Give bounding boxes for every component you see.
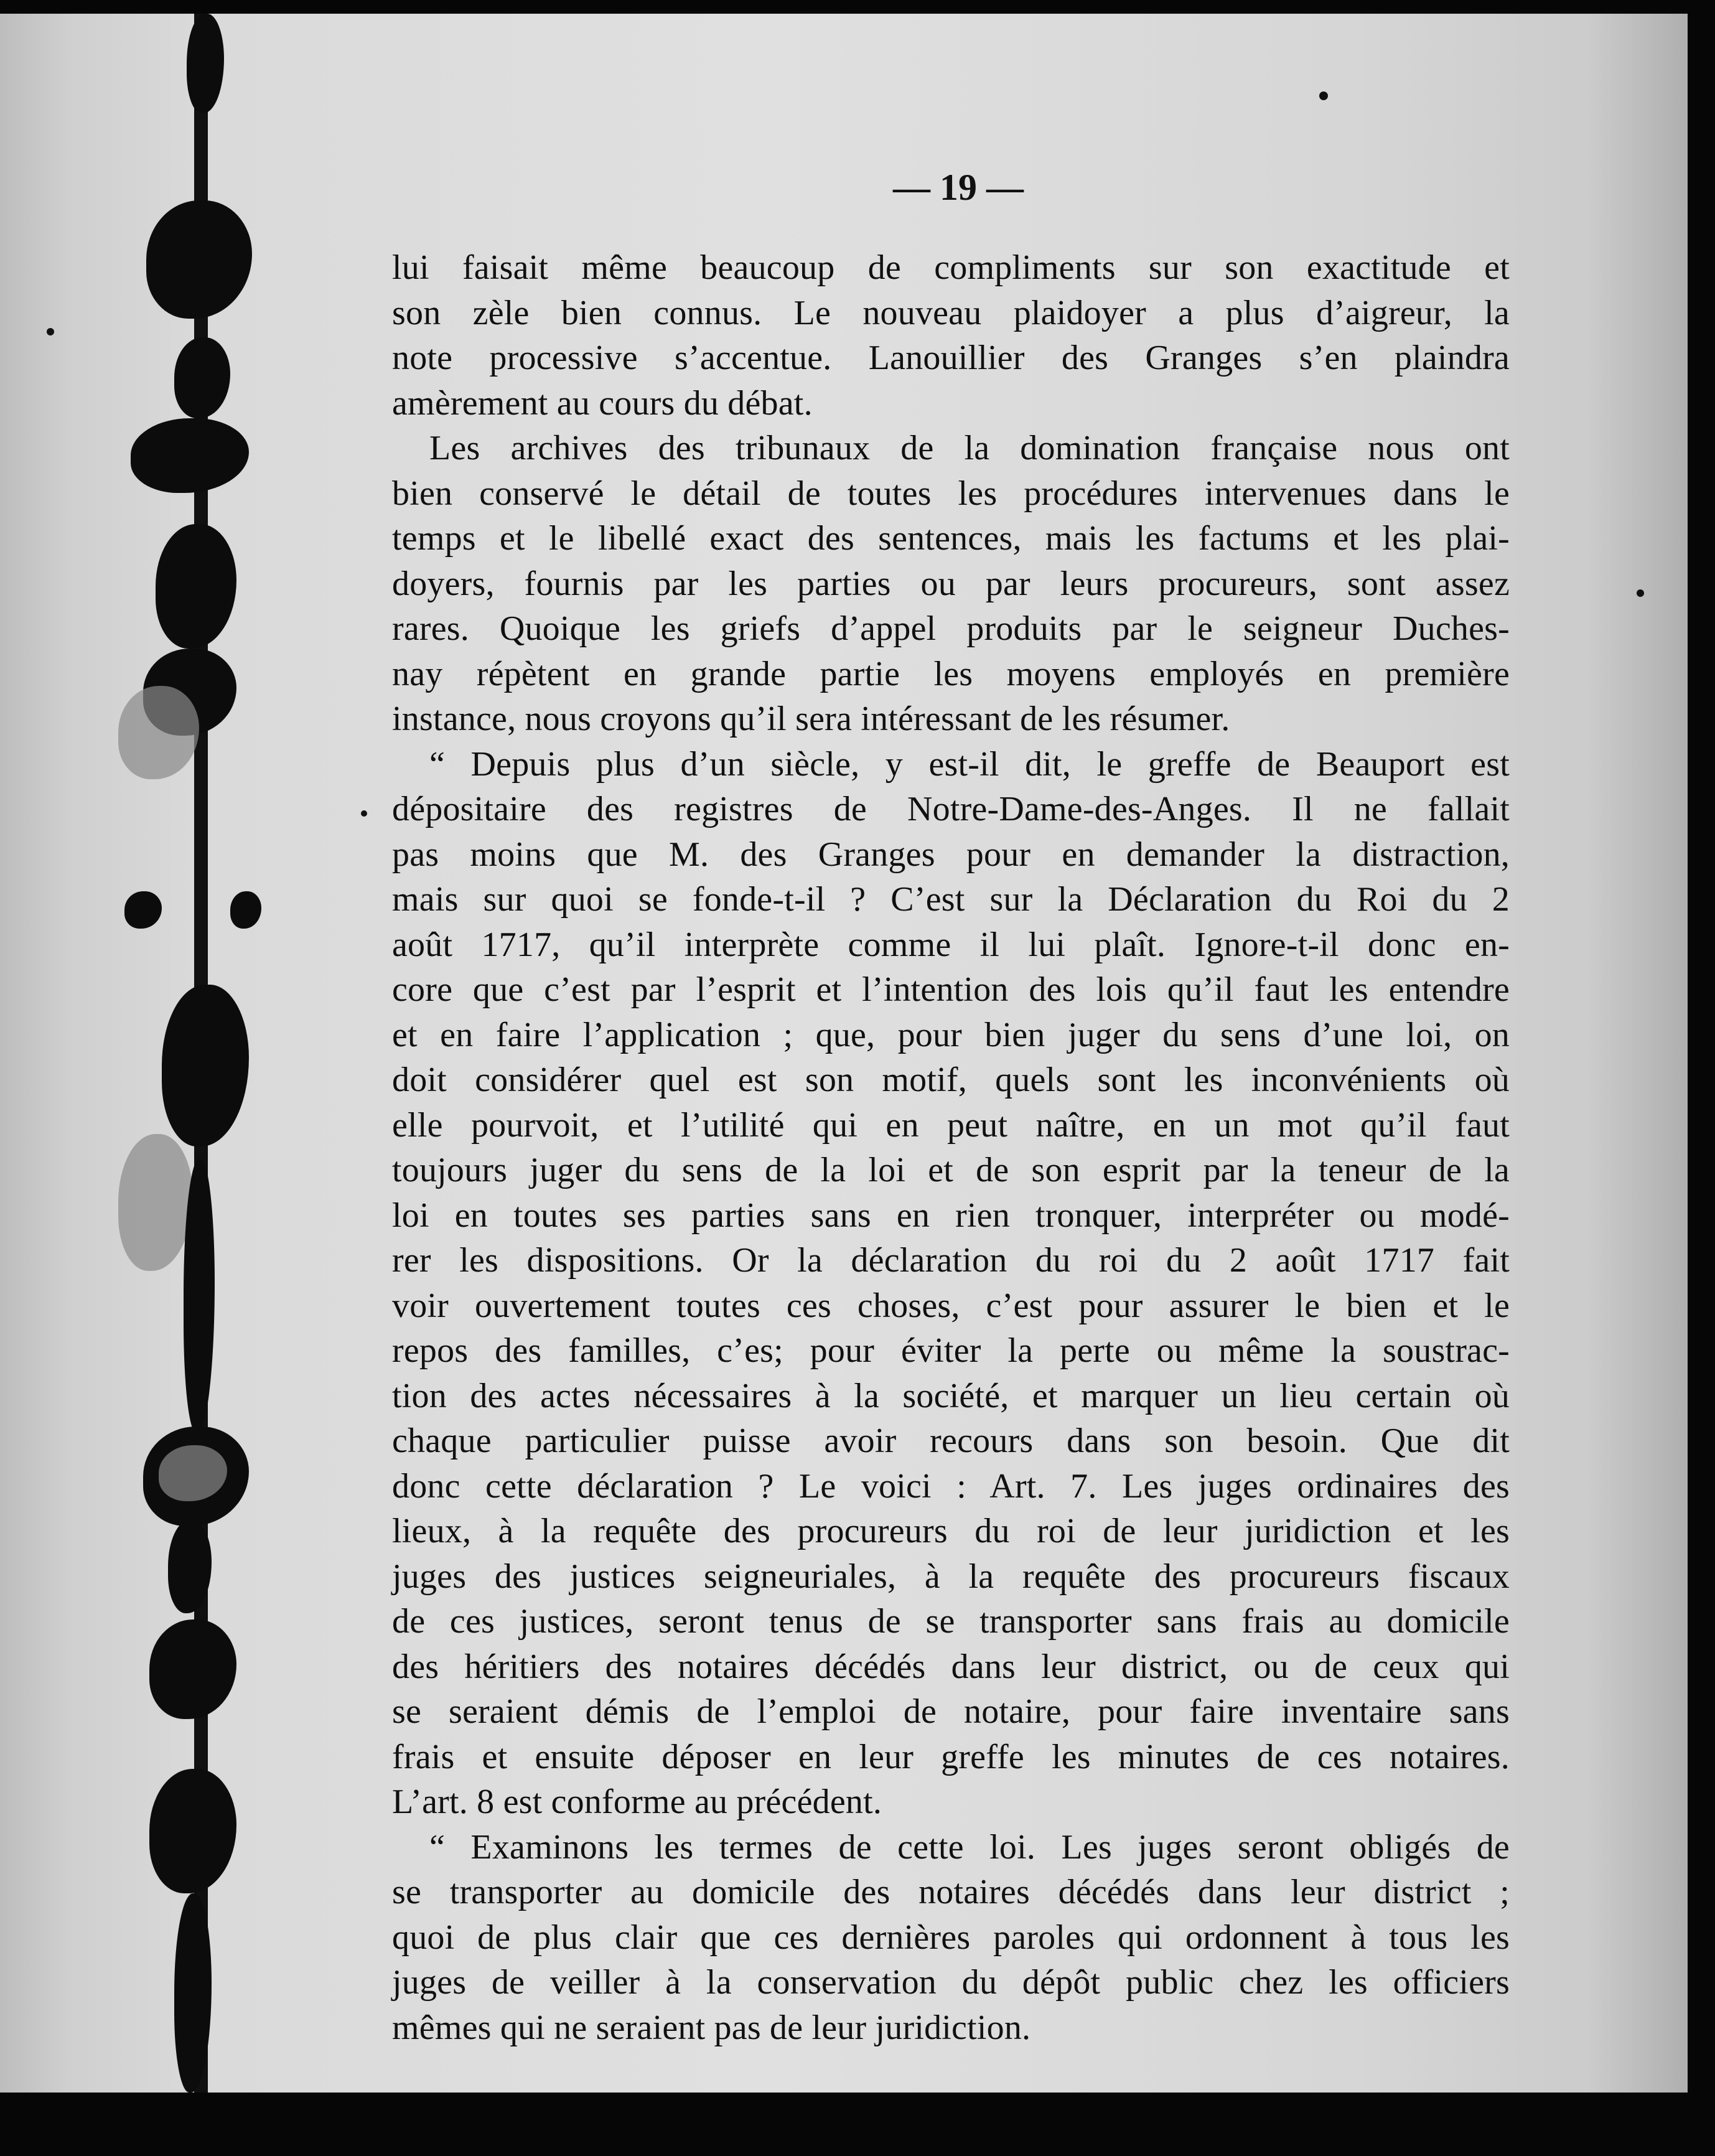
text-line: “ Examinons les termes de cette loi. Les juges seront obligés de: [429, 1827, 1510, 1867]
ink-blot: [187, 14, 224, 113]
text-line: L’art. 8 est conforme au précédent.: [392, 1783, 882, 1821]
text-line: voir ouvertement toutes ces choses, c’est pour assurer le bien et le: [392, 1286, 1510, 1325]
margin-speck: [47, 328, 54, 335]
text-line: août 1717, qu’il interprète comme il lui plaît. Ignore-t-il donc en-: [392, 925, 1510, 964]
text-line: dépositaire des registres de Notre-Dame-des-Anges. Il ne fallait: [392, 790, 1510, 828]
margin-speck: [1637, 589, 1644, 597]
text-line: juges des justices seigneuriales, à la requête des procureurs fiscaux: [392, 1557, 1510, 1596]
text-line: elle pourvoit, et l’utilité qui en peut naître, en un mot qu’il faut: [392, 1105, 1510, 1145]
text-line: Les archives des tribunaux de la domination française nous ont: [429, 429, 1510, 467]
body-text: [392, 245, 1510, 2050]
text-line: mêmes qui ne seraient pas de leur juridiction.: [392, 2008, 1031, 2047]
margin-speck: [361, 810, 367, 817]
text-line: de ces justices, seront tenus de se transporter sans frais au domicile: [392, 1602, 1510, 1641]
text-line: note processive s’accentue. Lanouillier des Granges s’en plaindra: [392, 339, 1510, 377]
ink-blot: [230, 891, 261, 929]
text-line: doyers, fournis par les parties ou par leurs procureurs, sont assez: [392, 564, 1510, 603]
text-line: juges de veiller à la conservation du dépôt public chez les officiers: [392, 1963, 1510, 2002]
text-line: lieux, à la requête des procureurs du roi de leur juridiction et les: [392, 1512, 1510, 1550]
margin-speck: [1319, 91, 1328, 100]
text-line: bien conservé le détail de toutes les procédures intervenues dans le: [392, 474, 1510, 513]
text-line: temps et le libellé exact des sentences, mais les factums et les plai-: [392, 519, 1510, 558]
text-line: rares. Quoique les griefs d’appel produits par le seigneur Duches-: [392, 609, 1510, 648]
text-line: repos des familles, c’es; pour éviter la perte ou même la soustrac-: [392, 1331, 1510, 1370]
text-line: des héritiers des notaires décédés dans leur district, ou de ceux qui: [392, 1647, 1510, 1686]
text-line: se seraient démis de l’emploi de notaire, pour faire inventaire sans: [392, 1692, 1510, 1731]
ink-blot: [156, 524, 236, 649]
text-line: core que c’est par l’esprit et l’intention des lois qu’il faut les entendre: [392, 970, 1510, 1009]
book-page: [0, 14, 1688, 2093]
text-line: et en faire l’application ; que, pour bien juger du sens d’une loi, on: [392, 1015, 1510, 1054]
ink-blot: [131, 418, 249, 493]
text-line: son zèle bien connus. Le nouveau plaidoyer a plus d’aigreur, la: [392, 293, 1510, 332]
ink-blot: [184, 1159, 215, 1433]
text-line: loi en toutes ses parties sans en rien tronquer, interpréter ou modé-: [392, 1196, 1510, 1235]
text-line: chaque particulier puisse avoir recours dans son besoin. Que dit: [392, 1422, 1510, 1460]
ink-blot: [146, 200, 252, 319]
text-line: mais sur quoi se fonde-t-il ? C’est sur la Déclaration du Roi du 2: [392, 880, 1510, 919]
text-line: instance, nous croyons qu’il sera intéressant de les résumer.: [392, 700, 1230, 738]
text-line: “ Depuis plus d’un siècle, y est-il dit, le greffe de Beauport est: [429, 744, 1510, 784]
text-line: donc cette déclaration ? Le voici : Art. 7. Les juges ordinaires des: [392, 1466, 1510, 1506]
text-line: doit considérer quel est son motif, quels sont les inconvénients où: [392, 1061, 1510, 1099]
stain: [118, 686, 199, 779]
text-line: rer les dispositions. Or la déclaration du roi du 2 août 1717 fait: [392, 1241, 1510, 1280]
text-line: pas moins que M. des Granges pour en demander la distraction,: [392, 835, 1510, 874]
text-line: se transporter au domicile des notaires décédés dans leur district ;: [392, 1873, 1510, 1911]
text-line: lui faisait même beaucoup de compliments sur son exactitude et: [392, 248, 1510, 287]
stain: [118, 1134, 193, 1271]
text-line: quoi de plus clair que ces dernières paroles qui ordonnent à tous les: [392, 1918, 1510, 1957]
text-line: amèrement au cours du débat.: [392, 383, 813, 423]
text-line: toujours juger du sens de la loi et de son esprit par la teneur de la: [392, 1151, 1510, 1189]
text-line: nay répètent en grande partie les moyens employés en première: [392, 654, 1510, 693]
text-line: tion des actes nécessaires à la société, et marquer un lieu certain où: [392, 1376, 1510, 1415]
ink-blot: [149, 1619, 236, 1719]
ink-blot: [162, 985, 249, 1146]
text-line: frais et ensuite déposer en leur greffe les minutes de ces notaires.: [392, 1737, 1510, 1776]
ink-blot: [124, 891, 162, 929]
page-number: — 19 —: [893, 167, 1024, 208]
ink-blot: [174, 337, 230, 418]
ink-blot: [149, 1769, 236, 1893]
binding-shadow: [0, 14, 324, 2093]
